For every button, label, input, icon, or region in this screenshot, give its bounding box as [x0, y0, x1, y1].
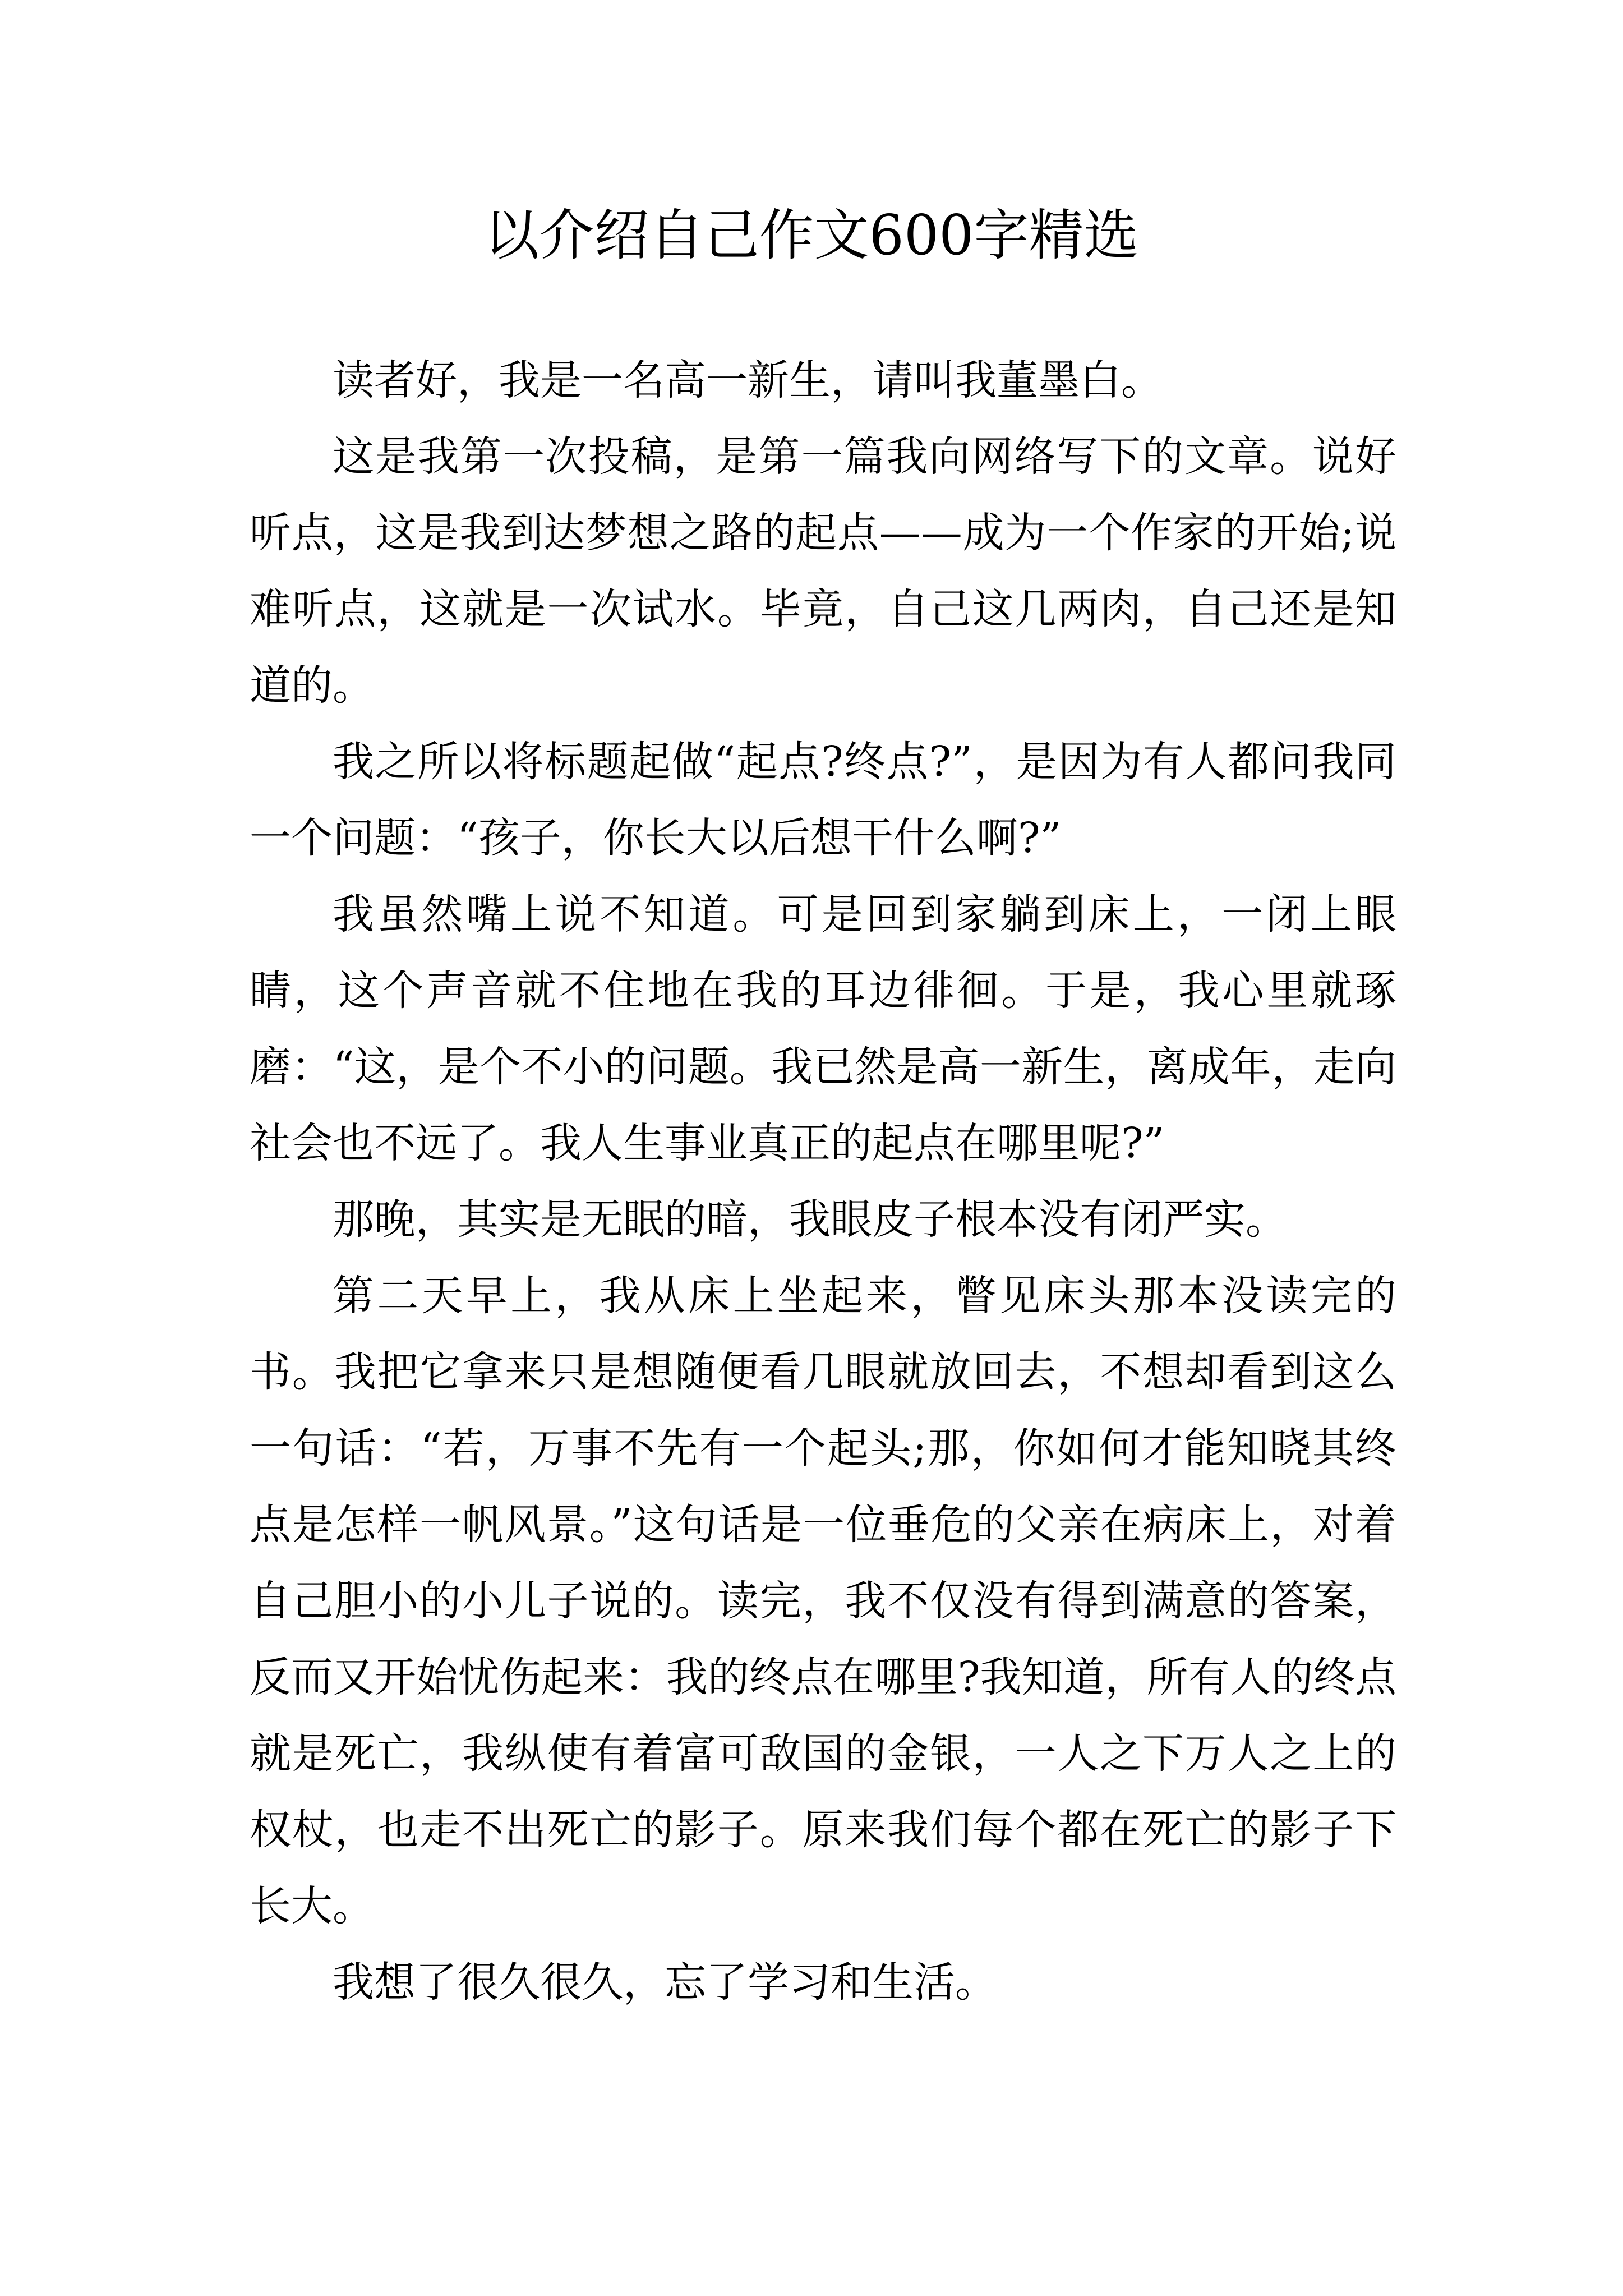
page-title: 以介绍自己作文600字精选 — [484, 204, 1139, 268]
paragraph: 我之所以将标题起做“起点?终点?”，是因为有人都问我同一个问题：“孩子，你长大以后想干什么啊?” — [250, 738, 1396, 862]
paragraph: 读者好，我是一名高一新生，请叫我董墨白。 — [333, 356, 1163, 404]
paragraph: 这是我第一次投稿，是第一篇我向网络写下的文章。说好听点，这是我到达梦想之路的起点——成为一个作家的开始;说难听点，这就是一次试水。毕竟，自己这几两肉，自己还是知道的。 — [250, 432, 1396, 710]
paragraph: 我想了很久很久，忘了学习和生活。 — [333, 1958, 997, 2007]
paragraph: 我虽然嘴上说不知道。可是回到家躺到床上，一闭上眼睛，这个声音就不住地在我的耳边徘徊。于是，我心里就琢磨：“这，是个不小的问题。我已然是高一新生，离成年，走向社会也不远了。我人生事业真正的起点在哪里呢?” — [250, 890, 1396, 1167]
article-body — [250, 342, 1396, 2021]
paragraph: 第二天早上，我从床上坐起来，瞥见床头那本没读完的书。我把它拿来只是想随便看几眼就放回去，不想却看到这么一句话：“若，万事不先有一个起头;那，你如何才能知晓其终点是怎样一帆风景。”这句话是一位垂危的父亲在病床上，对着自己胆小的小儿子说的。读完，我不仅没有得到满意的答案，反而又开始忧伤起来：我的终点在哪里?我知道，所有人的终点就是死亡，我纵使有着富可敌国的金银，一人之下万人之上的权杖，也走不出死亡的影子。原来我们每个都在死亡的影子下长大。 — [250, 1272, 1396, 1930]
paragraph: 那晚，其实是无眠的暗，我眼皮子根本没有闭严实。 — [333, 1195, 1287, 1244]
